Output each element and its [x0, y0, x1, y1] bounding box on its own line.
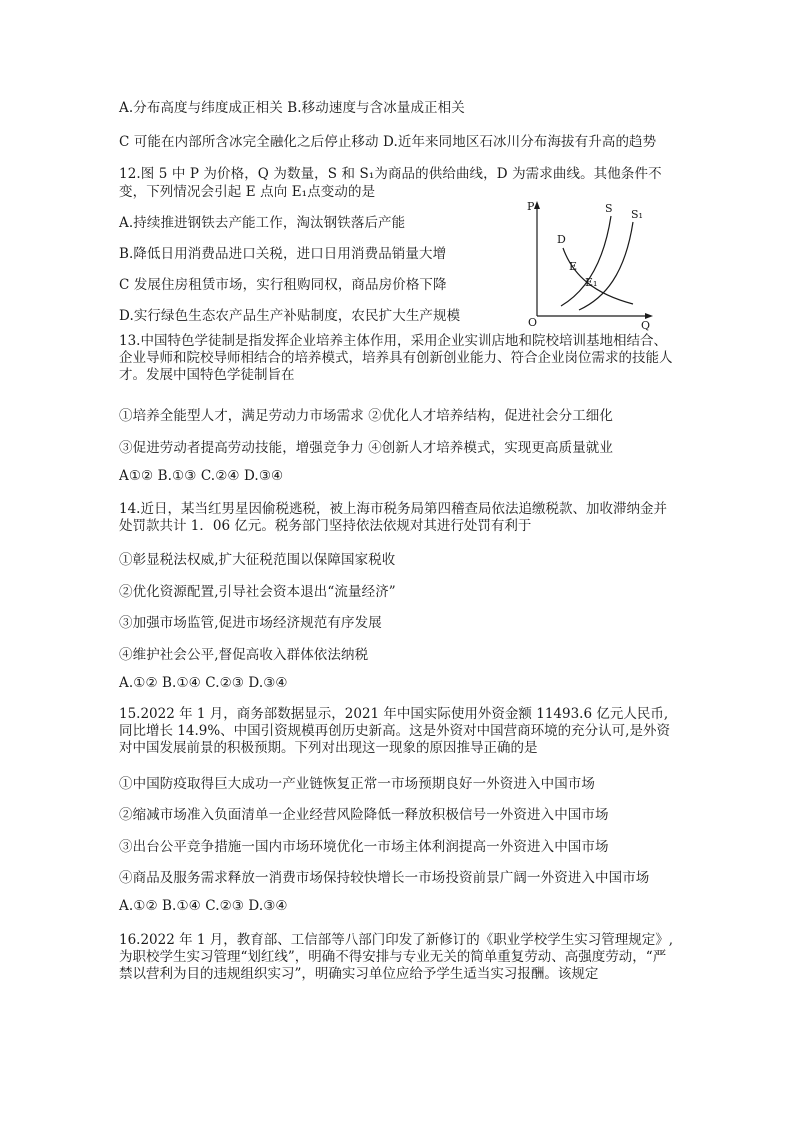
q11-options-c-d: C 可能在内部所含冰完全融化之后停止移动 D.近年来同地区石冰川分布海拔有升高的趋势 [119, 134, 657, 150]
q16-stem: 16.2022 年 1 月，教育部、工信部等八部门印发了新修订的《职业学校学生实习管理规定》,为职校学生实习管理“划红线”，明确不得安排与专业无关的简单重复劳动、高强度劳动，“严禁以营利为目的违规组织实习”，明确实习单位应给予学生适当实习报酬。该规定 [119, 932, 674, 982]
q12-stem-line-1: 12.图 5 中 P 为价格，Q 为数量，S 和 S₁为商品的供给曲线，D 为需求曲线。其他条件不 [119, 166, 662, 182]
graph-label-o: O [528, 316, 538, 329]
graph-label-s1: S₁ [631, 208, 643, 221]
q12-stem-line-2: 变，下列情况会引起 E 点向 E₁点变动的是 [119, 184, 376, 200]
graph-label-e1: E₁ [585, 276, 598, 289]
graph-label-d: D [557, 233, 566, 246]
q13-options-3-4: ③促进劳动者提高劳动技能，增强竞争力 ④创新人才培养模式，实现更高质量就业 [119, 440, 613, 456]
q12-option-c: C 发展住房租赁市场，实行租购同权，商品房价格下降 [119, 277, 447, 293]
q13-choices: A①② B.①③ C.②④ D.③④ [119, 468, 284, 484]
q14-stem: 14.近日，某当红男星因偷税逃税，被上海市税务局第四稽查局依法追缴税款、加收滞纳金并处罚款共计 1．06 亿元。税务部门坚持依法依规对其进行处罚有利于 [119, 501, 667, 534]
q14-option-3: ③加强市场监管,促进市场经济规范有序发展 [119, 615, 382, 631]
graph-label-s: S [605, 202, 613, 215]
q15-choices: A.①② B.①④ C.②③ D.③④ [119, 898, 288, 914]
q14-option-1: ①彰显税法权威,扩大征税范围以保障国家税收 [119, 552, 396, 568]
q14-choices: A.①② B.①④ C.②③ D.③④ [119, 675, 288, 691]
graph-label-p: P [527, 200, 535, 213]
q15-stem: 15.2022 年 1 月，商务部数据显示，2021 年中国实际使用外资金额 11493.6 亿元人民币,同比增长 14.9%、中国引资规模再创历史新高。这是外资对中国营商环境的充分认可,是外资对中国发展前景的积极预期。下列对出现这一现象的原因推导正确的是 [119, 706, 670, 756]
q13-options-1-2: ①培养全能型人才，满足劳动力市场需求 ②优化人才培养结构，促进社会分工细化 [119, 408, 613, 424]
q15-option-3: ③出台公平竞争措施一国内市场环境优化一市场主体利润提高一外资进入中国市场 [119, 839, 609, 855]
q11-options-a-b: A.分布高度与纬度成正相关 B.移动速度与含冰量成正相关 [119, 100, 465, 116]
q12-option-b: B.降低日用消费品进口关税，进口日用消费品销量大增 [119, 246, 447, 262]
supply-curve-s1 [579, 222, 633, 310]
q15-option-1: ①中国防疫取得巨大成功一产业链恢复正常一市场预期良好一外资进入中国市场 [119, 776, 595, 792]
q15-option-2: ②缩减市场准入负面清单一企业经营风险降低一释放积极信号一外资进入中国市场 [119, 807, 609, 823]
q15-option-4: ④商品及服务需求释放一消费市场保持较快增长一市场投资前景广阔一外资进入中国市场 [119, 870, 650, 886]
graph-label-q: Q [641, 319, 651, 332]
graph-label-e: E [569, 260, 578, 273]
supply-demand-graph [525, 198, 665, 333]
price-axis-arrow-icon [534, 201, 540, 209]
demand-curve-d [563, 248, 633, 304]
q12-option-a: A.持续推进钢铁去产能工作，淘汰钢铁落后产能 [119, 215, 406, 231]
q13-stem: 13.中国特色学徒制是指发挥企业培养主体作用，采用企业实训店地和院校培训基地相结合、企业导师和院校导师相结合的培养模式，培养具有创新创业能力、符合企业岗位需求的技能人才。发展中国特色学徒制旨在 [119, 333, 673, 383]
q12-option-d: D.实行绿色生态农产品生产补贴制度，农民扩大生产规模 [119, 308, 461, 324]
q14-option-4: ④维护社会公平,督促高收入群体依法纳税 [119, 647, 369, 663]
q14-option-2: ②优化资源配置,引导社会资本退出“流量经济” [119, 584, 396, 600]
